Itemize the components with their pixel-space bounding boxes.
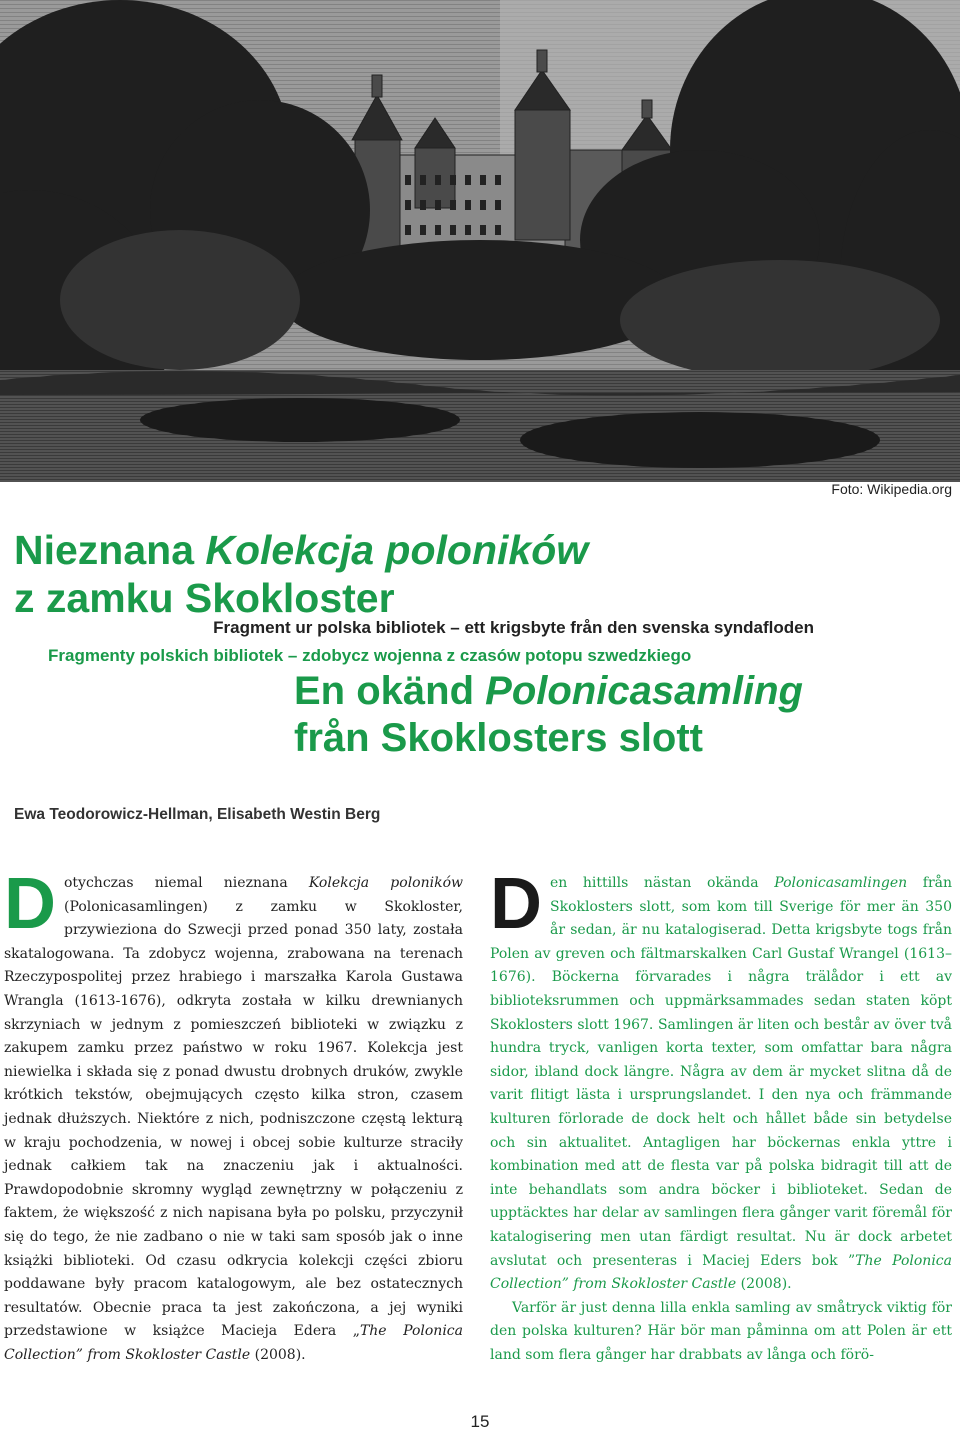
title-swedish bbox=[294, 668, 803, 762]
castle-engraving bbox=[0, 0, 960, 482]
photo-credit: Foto: Wikipedia.org bbox=[831, 481, 952, 497]
body-text: otychczas niemal nieznana bbox=[64, 875, 309, 891]
body-paragraph-polish bbox=[4, 864, 463, 1367]
body-column-polish bbox=[4, 864, 463, 1367]
title-polish-line1: Nieznana bbox=[14, 527, 206, 573]
body-paragraph-swedish-2: Varför är just denna lilla enkla samling av småtryck viktig för den polska kulturen? Här bör man påminna om att Polen är ett land som flera gånger har drabbats av långa och förö- bbox=[490, 1299, 952, 1363]
body-text: från Skoklosters slott, som kom till Sverige för mer än 350 år sedan, är nu katalogiserad. Detta krigsbyte togs från Polen av greven och fältmarskalken Carl Gustaf Wrangel (1613–1676). Böckerna förvarades i några trälådor i ett av biblioteksrummen och uppmärksammades sedan staten köpt Skoklosters slott 1967. Samlingen är liten och består av över två hundra tryck, vanligen korta texter, som omfattar bara några sidor, ibland dock längre. Några av dem är mycket slitna då de varit flitigt lästa i ursprungslandet. I den nya och främmande kulturen förlorade de dock helt och hållet både sin betydelse och sin aktualitet. Antagligen har böckernas enkla yttre i kombination med att de flesta var på polska bidragit till att de inte behandlats som andra böcker i biblioteket. Sedan de upptäcktes har delar av samlingen flera gånger varit föremål för katalogisering men utan färdigt resultat. Nu är dock arbetet avslutat och presenteras i Maciej Eders bok ” bbox=[490, 875, 953, 1269]
body-italic: Polonicasamlingen bbox=[774, 875, 908, 891]
dropcap-polish: D bbox=[4, 864, 56, 944]
title-swedish-italic: Polonicasamling bbox=[485, 669, 803, 713]
body-column-swedish bbox=[490, 864, 953, 1367]
authors: Ewa Teodorowicz-Hellman, Elisabeth Westin Berg bbox=[14, 806, 381, 823]
book-title-italic: The Polonica Collection” from Skokloster Castle bbox=[490, 1252, 952, 1293]
body-text: en hittills nästan okända bbox=[550, 875, 775, 891]
title-swedish-line1: En okänd bbox=[294, 669, 486, 713]
castle-photo bbox=[0, 0, 960, 482]
body-text: (2008). bbox=[250, 1346, 306, 1363]
title-polish-line2: z zamku Skokloster bbox=[14, 575, 395, 621]
page-number: 15 bbox=[470, 1412, 490, 1431]
subtitle-swedish: Fragment ur polska bibliotek – ett krigsbyte från den svenska syndafloden bbox=[213, 618, 814, 637]
book-title-italic: The Polonica Collection” from Skokloster Castle bbox=[4, 1323, 463, 1363]
title-polish-italic: Kolekcja poloników bbox=[205, 527, 589, 573]
dropcap-swedish: D bbox=[490, 864, 542, 944]
title-polish bbox=[14, 526, 588, 622]
body-text: (Polonicasamlingen) z zamku w Skokloster, przywieziona do Szwecji przed ponad 350 laty, została skatalogowana. Ta zdobycz wojenna, zrabowana na terenach Rzeczypospolitej przez hrabiego i marszałka Karola Gustawa Wrangla (1613-1676), odkryta została w kilku drewnianych skrzyniach w jednym z pomieszczeń biblioteki w związku z zakupem zamku przez państwo w roku 1967. Kolekcja jest niewielka i składa się z ponad dwustu drobnych druków, zwykle krótkich tekstów, obejmujących często kilka stron, czasem jednak dłuższych. Niektóre z nich, podniszczone częstą lekturą w kraju pochodzenia, w nowej i obcej sobie kulturze straciły jednak całkiem tak na znaczeniu jak i aktualności. Prawdopodobnie skromny wygląd zewnętrzny w połączeniu z faktem, że większość z nich napisana była po polsku, przyczynił się do tego, że nie zadbano o nie w taki sam sposób jak o inne książki biblioteki. Od czasu odkrycia kolekcji części zbioru poddawane były pracom katalogowym, ale bez ostatecznych resultatów. Obecnie praca ta jest zakończona, a jej wyniki przedstawione w książce Macieja Edera „ bbox=[4, 898, 463, 1340]
body-paragraph-swedish bbox=[490, 864, 953, 1297]
subtitle-polish: Fragmenty polskich bibliotek – zdobycz wojenna z czasów potopu szwedzkiego bbox=[48, 646, 692, 665]
body-text: (2008). bbox=[736, 1276, 792, 1293]
body-italic: Kolekcja poloników bbox=[308, 875, 463, 891]
title-swedish-line2: från Skoklosters slott bbox=[294, 716, 704, 760]
